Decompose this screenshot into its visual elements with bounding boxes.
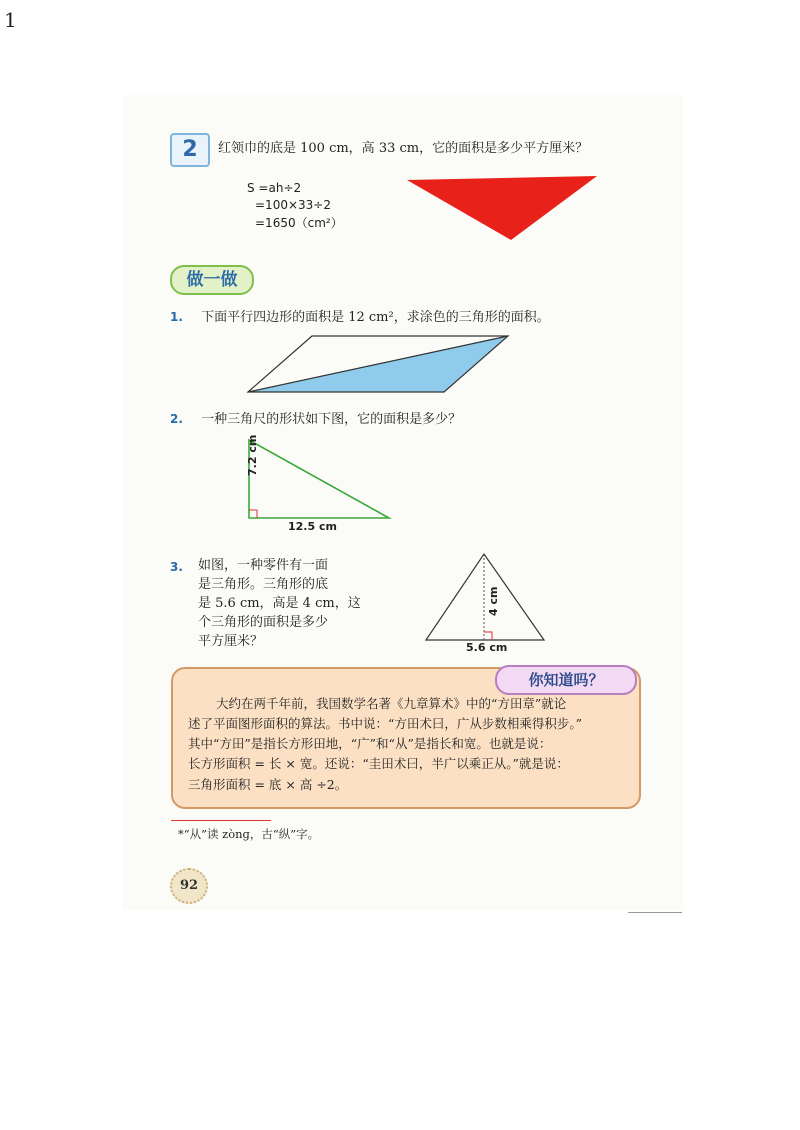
exercise-1-text: 下面平行四边形的面积是 12 cm²，求涂色的三角形的面积。	[201, 310, 550, 325]
red-scarf-illustration	[405, 172, 600, 244]
did-you-know-line-4: 长方形面积 = 长 × 宽。还说：“圭田术曰，半广以乘正从。”就是说：	[188, 756, 569, 771]
did-you-know-line-2: 述了平面图形面积的算法。书中说：“方田术曰，广从步数相乘得积步。”	[188, 716, 583, 731]
solution-line-2: =100×33÷2	[255, 198, 331, 212]
part-triangle-height-label: 4 cm	[487, 586, 500, 616]
footnote-divider	[171, 820, 271, 821]
section-title-badge: 做一做	[170, 265, 254, 295]
footnote: *“从”读 zònɡ，古“纵”字。	[178, 827, 320, 841]
exercise-2-number: 2.	[170, 412, 183, 426]
example-question: 红领巾的底是 100 cm，高 33 cm，它的面积是多少平方厘米？	[218, 141, 589, 156]
set-square-height-label: 7.2 cm	[246, 434, 259, 476]
did-you-know-title: 你知道吗？	[495, 665, 637, 695]
part-triangle-base-label: 5.6 cm	[466, 641, 508, 654]
set-square-triangle	[245, 436, 395, 522]
parallelogram-figure	[244, 334, 512, 396]
did-you-know-line-3: 其中“方田”是指长方形田地，“广”和“从”是指长和宽。也就是说：	[188, 736, 552, 751]
exercise-1-number: 1.	[170, 310, 183, 324]
bottom-rule	[628, 912, 682, 913]
page-number: 92	[170, 868, 208, 904]
exercise-1	[170, 308, 550, 327]
exercise-2	[170, 410, 461, 429]
exercise-3-text: 如图，一种零件有一面 是三角形。三角形的底 是 5.6 cm，高是 4 cm，这 个三角形的面积是多少 平方厘米？	[198, 558, 361, 649]
set-square-base-label: 12.5 cm	[288, 520, 337, 533]
did-you-know-line-5: 三角形面积 = 底 × 高 ÷2。	[188, 777, 348, 792]
did-you-know-line-1: 大约在两千年前，我国数学名著《九章算术》中的“方田章”就论	[216, 696, 567, 711]
solution-line-1: S =ah÷2	[247, 181, 302, 195]
corner-number: 1	[4, 8, 17, 32]
example-number-badge: 2	[170, 133, 210, 167]
part-triangle-figure	[424, 552, 548, 644]
solution-line-3: =1650（cm²）	[255, 216, 343, 230]
exercise-3-number: 3.	[170, 560, 183, 574]
exercise-2-text: 一种三角尺的形状如下图，它的面积是多少？	[201, 412, 462, 427]
